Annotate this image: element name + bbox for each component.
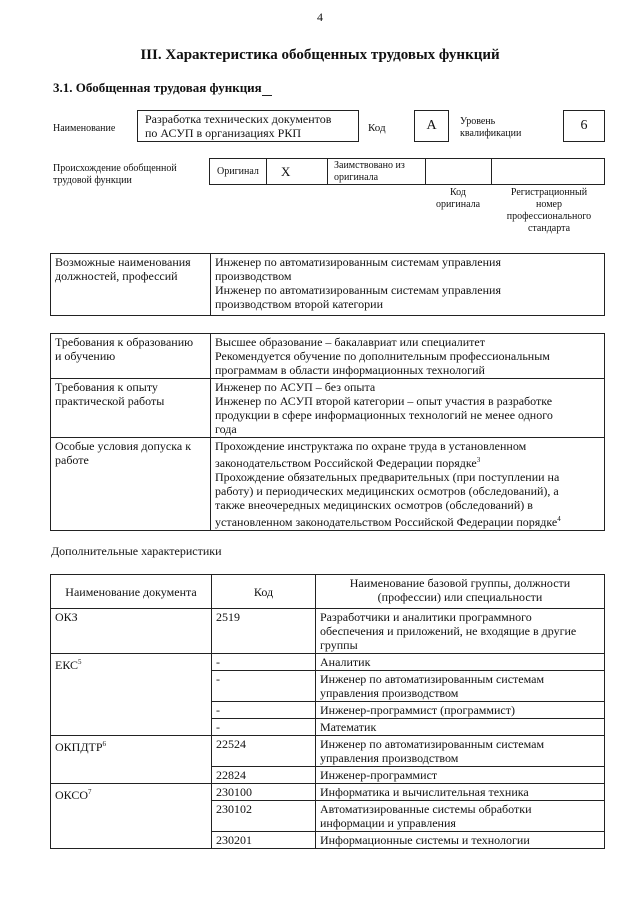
name-value-line2: по АСУП в организациях РКП [145, 126, 302, 140]
name-label: Наименование [53, 123, 116, 134]
footnote-4: 4 [557, 515, 561, 523]
name-cell: Разработчики и аналитики программного обеспечения и приложений, не входящие в другие группы [316, 609, 605, 654]
code-value: А [426, 118, 437, 133]
name-cell: Информационные системы и технологии [316, 832, 605, 849]
code-original-line2: оригинала [435, 199, 481, 210]
title-underline [262, 95, 272, 96]
reg-number-line4: стандарта [527, 223, 571, 234]
page-number: 4 [317, 10, 323, 24]
name-cell: Инженер по автоматизированным системам управления производством [316, 736, 605, 767]
origin-label-line1: Происхождение обобщенной [53, 163, 177, 174]
code-cell: - [212, 671, 316, 702]
name-value-box [137, 110, 359, 142]
additional-table [50, 574, 605, 849]
table-row [51, 609, 605, 654]
education-label: Требования к образованию и обучению [51, 334, 211, 379]
code-cell: 230100 [212, 784, 316, 801]
code-original-line1: Код [450, 187, 466, 198]
original-label: Оригинал [217, 166, 259, 177]
code-label: Код [368, 122, 386, 134]
doc-cell: ЕКС$^5$ [51, 654, 212, 736]
code-cell: - [212, 719, 316, 736]
borrowed-line2: оригинала [334, 172, 379, 183]
admission-label: Особые условия допуска к работе [51, 438, 211, 531]
code-cell: 2519 [212, 609, 316, 654]
name-cell: Математик [316, 719, 605, 736]
level-value: 6 [580, 118, 588, 133]
level-value-box [563, 110, 605, 142]
reg-number-line3: профессионального [506, 211, 592, 222]
doc-cell: ОКСО$^7$ [51, 784, 212, 849]
code-cell: 230201 [212, 832, 316, 849]
code-value-box [414, 110, 449, 142]
reg-number-line2: номер [536, 199, 562, 210]
section-title: III. Характеристика обобщенных трудовых функций [140, 47, 500, 63]
name-cell: Инженер-программист (программист) [316, 702, 605, 719]
experience-label: Требования к опыту практической работы [51, 379, 211, 438]
doc-cell: ОКЗ [51, 609, 212, 654]
code-cell: 22824 [212, 767, 316, 784]
footnote-7: 7 [88, 788, 92, 796]
borrowed-line1: Заимствовано из [334, 160, 405, 171]
education-value: Высшее образование – бакалавриат или специалитет Рекомендуется обучение по дополнительным профессиональным программам в области информационных технологий [211, 334, 605, 379]
origin-table [209, 158, 605, 185]
original-mark: X [281, 164, 291, 179]
positions-label: Возможные наименования должностей, профессий [51, 254, 211, 316]
code-cell: 230102 [212, 801, 316, 832]
reg-number-line1: Регистрационный [510, 187, 588, 198]
requirements-table [50, 333, 605, 531]
code-cell: - [212, 702, 316, 719]
doc-cell: ОКПДТР$^6$ [51, 736, 212, 784]
table-row [51, 736, 605, 767]
positions-value: Инженер по автоматизированным системам управления производством Инженер по автоматизированным системам управления производством второй категории [211, 254, 605, 316]
head-doc: Наименование документа [51, 575, 212, 609]
table-row [51, 654, 605, 671]
admission-value: Прохождение инструктажа по охране труда в установленном законодательством Российской Федерации порядке$^3$ Прохождение обязательных предварительных (при поступлении на работу) и периодических медицинских осмотров (обследований), а также внеочередных медицинских осмотров (обследований) в установленном законодательством Российской Федерации порядке$^4$ [211, 438, 605, 531]
name-value-line1: Разработка технических документов [145, 112, 332, 126]
table-row [51, 784, 605, 801]
additional-title: Дополнительные характеристики [51, 544, 222, 558]
origin-label-line2: трудовой функции [53, 175, 132, 186]
subsection-title: 3.1. Обобщенная трудовая функция [53, 80, 262, 95]
level-label-line1: Уровень [460, 116, 496, 127]
code-cell: 22524 [212, 736, 316, 767]
footnote-6: 6 [102, 740, 107, 748]
name-cell: Аналитик [316, 654, 605, 671]
level-label-line2: квалификации [460, 128, 522, 139]
name-cell: Инженер по автоматизированным системам управления производством [316, 671, 605, 702]
name-cell: Инженер-программист [316, 767, 605, 784]
head-code: Код [212, 575, 316, 609]
experience-value: Инженер по АСУП – без опыта Инженер по АСУП второй категории – опыт участия в разработке продукции в сфере информационных технологий не менее одного года [211, 379, 605, 438]
footnote-3: 3 [476, 456, 481, 464]
name-cell: Автоматизированные системы обработки информации и управления [316, 801, 605, 832]
name-cell: Информатика и вычислительная техника [316, 784, 605, 801]
positions-table [50, 253, 605, 316]
head-name: Наименование базовой группы, должности (профессии) или специальности [316, 575, 605, 609]
footnote-5: 5 [78, 658, 82, 666]
code-cell: - [212, 654, 316, 671]
